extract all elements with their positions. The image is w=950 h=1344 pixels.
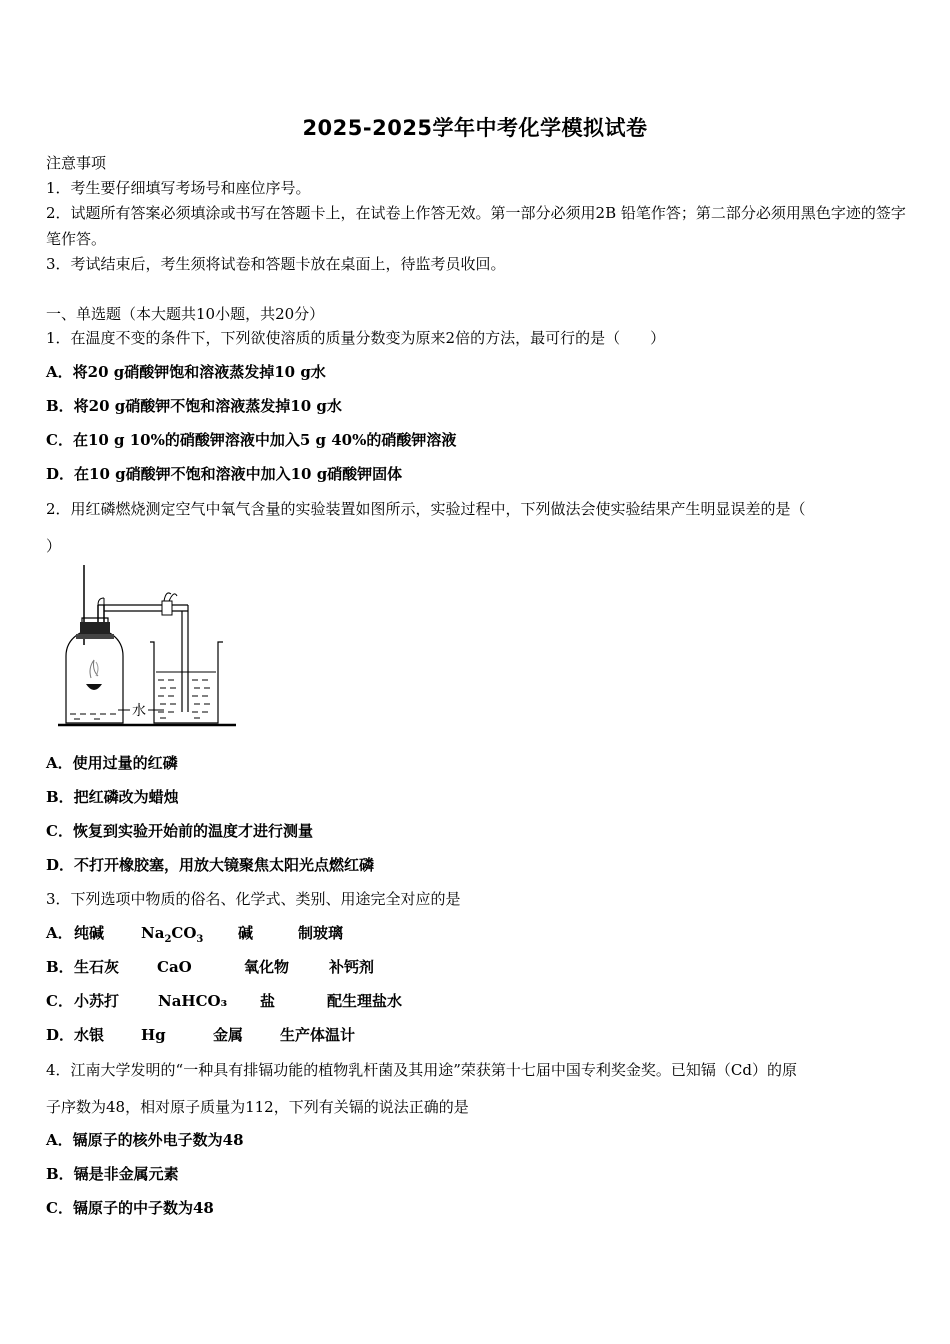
notice-item: 2．试题所有答案必须填涂或书写在答题卡上，在试卷上作答无效。第一部分必须用2B 铅笔作答；第二部分必须用黑色字迹的签字笔作答。 xyxy=(46,204,906,248)
question-4-option-a: A．镉原子的核外电子数为48 xyxy=(46,1131,244,1149)
question-4-stem-cont: 子序数为48，相对原子质量为112，下列有关镉的说法正确的是 xyxy=(46,1098,469,1116)
formula: $Na_2CO_3$ xyxy=(141,924,204,945)
question-1-option-b: B．将20 g硝酸钾不饱和溶液蒸发掉10 g水 xyxy=(46,397,342,415)
question-3-option-a: A．纯碱 $Na_2CO_3$ 碱 制玻璃 xyxy=(46,924,344,945)
question-2-option-c: C．恢复到实验开始前的温度才进行测量 xyxy=(46,822,313,840)
question-1-option-d: D．在10 g硝酸钾不饱和溶液中加入10 g硝酸钾固体 xyxy=(46,465,403,483)
question-3-stem: 3．下列选项中物质的俗名、化学式、类别、用途完全对应的是 xyxy=(46,890,461,908)
question-3-option-c: C．小苏打 NaHCO₃ 盐 配生理盐水 xyxy=(46,992,403,1010)
oxygen-experiment-apparatus xyxy=(58,560,258,734)
question-2-stem: 2．用红磷燃烧测定空气中氧气含量的实验装置如图所示，实验过程中，下列做法会使实验结果产生明显误差的是（ xyxy=(46,500,806,518)
question-2-option-d: D．不打开橡胶塞，用放大镜聚焦太阳光点燃红磷 xyxy=(46,856,375,874)
question-2-stem-end: ） xyxy=(46,537,62,555)
question-4-option-c: C．镉原子的中子数为48 xyxy=(46,1199,214,1217)
question-4-option-b: B．镉是非金属元素 xyxy=(46,1165,179,1183)
page-title: 2025-2025学年中考化学模拟试卷 xyxy=(302,116,648,140)
notice-item: 3．考试结束后，考生须将试卷和答题卡放在桌面上，待监考员收回。 xyxy=(46,255,506,273)
notice-heading: 注意事项 xyxy=(46,154,107,172)
question-3-option-b: B．生石灰 CaO 氧化物 补钙剂 xyxy=(46,958,375,976)
question-1-option-c: C．在10 g 10%的硝酸钾溶液中加入5 g 40%的硝酸钾溶液 xyxy=(46,431,457,449)
question-2-option-b: B．把红磷改为蜡烛 xyxy=(46,788,179,806)
water-label: 水 xyxy=(132,703,146,719)
apparatus-diagram xyxy=(58,560,258,730)
question-2-option-a: A．使用过量的红磷 xyxy=(46,754,178,772)
question-4-stem: 4．江南大学发明的“一种具有排镉功能的植物乳杆菌及其用途”荣获第十七届中国专利奖金奖。已知镉（Cd）的原 xyxy=(46,1061,797,1079)
section-heading: 一、单选题（本大题共10小题，共20分） xyxy=(46,305,325,323)
question-1-stem: 1．在温度不变的条件下，下列欲使溶质的质量分数变为原来2倍的方法，最可行的是（ ） xyxy=(46,329,666,347)
notice-item: 1．考生要仔细填写考场号和座位序号。 xyxy=(46,179,311,197)
question-1-option-a: A．将20 g硝酸钾饱和溶液蒸发掉10 g水 xyxy=(46,363,326,381)
question-3-option-d: D．水银 Hg 金属 生产体温计 xyxy=(46,1026,356,1044)
